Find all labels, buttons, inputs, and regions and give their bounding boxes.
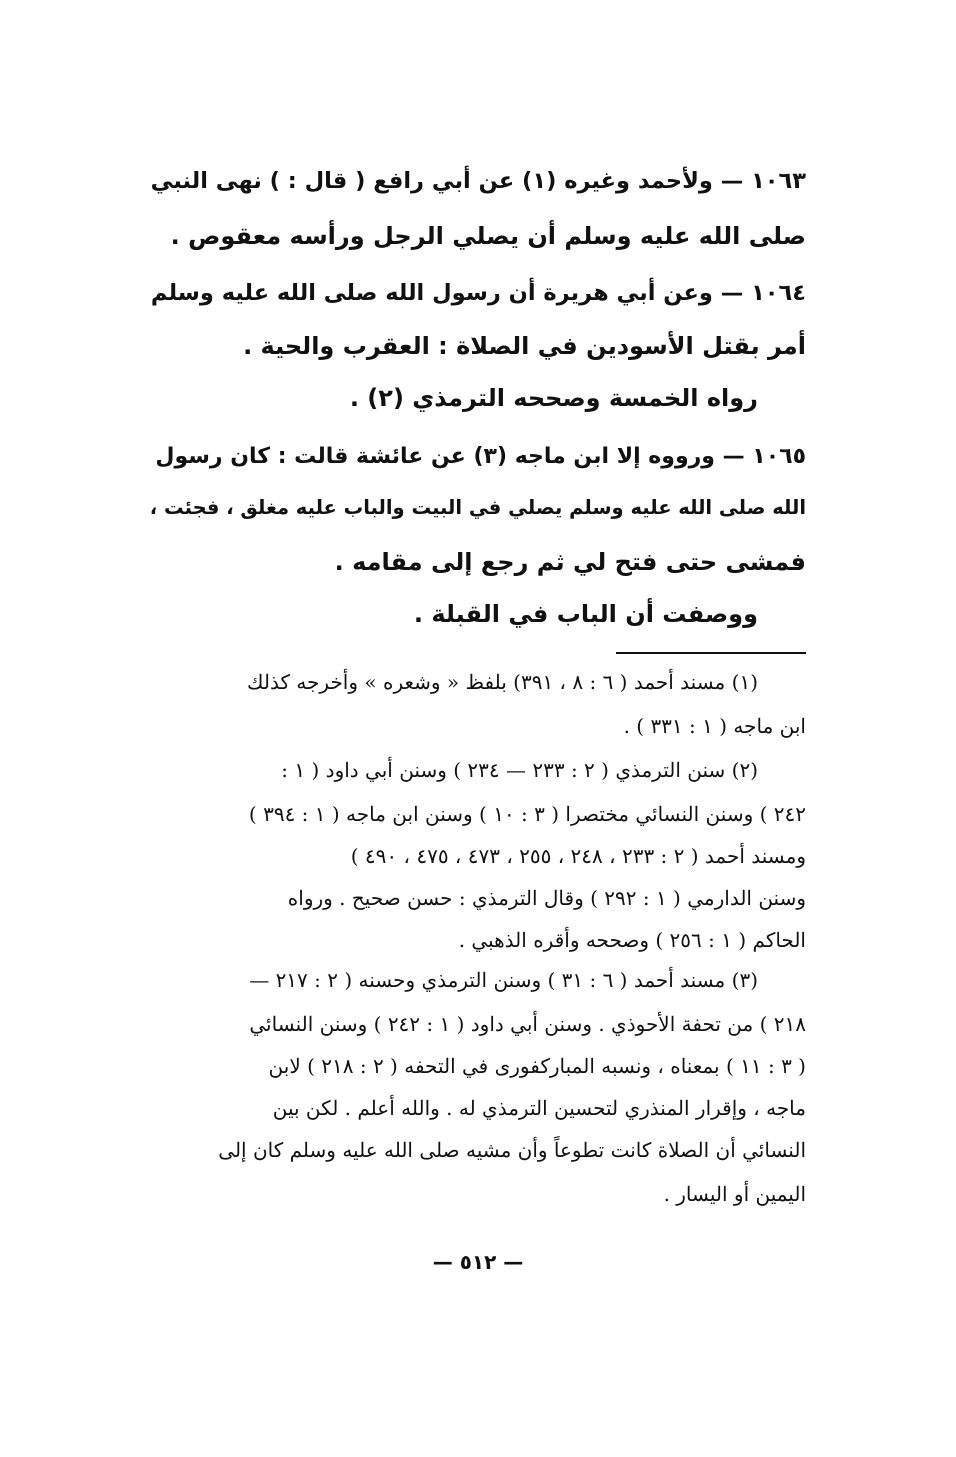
footnote-2-line-5: الحاكم ( ١ : ٢٥٦ ) وصححه وأقره الذهبي . <box>458 928 806 952</box>
footnote-2-line-4: وسنن الدارمي ( ١ : ٢٩٢ ) وقال الترمذي : حسن صحيح . ورواه <box>287 886 806 910</box>
footnote-2-line-3: ومسند أحمد ( ٢ : ٢٣٣ ، ٢٤٨ ، ٢٥٥ ، ٤٧٣ ، ٤٧٥ ، ٤٩٠ ) <box>350 844 806 868</box>
footnote-3-line-5: النسائي أن الصلاة كانت تطوعاً وأن مشيه صلى الله عليه وسلم كان إلى <box>218 1138 806 1162</box>
footnote-2-line-1: (٢) سنن الترمذي ( ٢ : ٢٣٣ — ٢٣٤ ) وسنن أبي داود ( ١ : <box>281 758 758 782</box>
footnote-2-line-2: ٢٤٢ ) وسنن النسائي مختصرا ( ٣ : ١٠ ) وسنن ابن ماجه ( ١ : ٣٩٤ ) <box>248 802 806 826</box>
hadith-1065-line-1: ١٠٦٥ — ورووه إلا ابن ماجه (٣) عن عائشة قالت : كان رسول <box>155 444 806 469</box>
hadith-1065-line-4: ووصفت أن الباب في القبلة . <box>413 600 758 628</box>
footnote-3-line-3: ( ٣ : ١١ ) بمعناه ، ونسبه المباركفورى في التحفه ( ٢ : ٢١٨ ) لابن <box>268 1054 806 1078</box>
footnote-1-line-1: (١) مسند أحمد ( ٦ : ٨ ، ٣٩١) بلفظ « وشعره » وأخرجه كذلك <box>247 670 758 694</box>
hadith-1064-line-2: أمر بقتل الأسودين في الصلاة : العقرب والحية . <box>243 332 806 360</box>
hadith-1064-line-1: ١٠٦٤ — وعن أبي هريرة أن رسول الله صلى الله عليه وسلم <box>150 280 806 306</box>
hadith-1065-line-2: الله صلى الله عليه وسلم يصلي في البيت والباب عليه مغلق ، فجئت ، <box>149 496 806 519</box>
hadith-1064-line-3: رواه الخمسة وصححه الترمذي (٢) . <box>349 384 758 412</box>
footnote-1-line-2: ابن ماجه ( ١ : ٣٣١ ) . <box>623 714 806 738</box>
footnote-3-line-6: اليمين أو اليسار . <box>663 1182 806 1206</box>
hadith-1063-line-2: صلى الله عليه وسلم أن يصلي الرجل ورأسه معقوص . <box>170 222 806 250</box>
page-number: — ٥١٢ — <box>432 1250 524 1274</box>
footnote-3-line-2: ٢١٨ ) من تحفة الأحوذي . وسنن أبي داود ( ١ : ٢٤٢ ) وسنن النسائي <box>249 1012 806 1036</box>
hadith-1065-line-3: فمشى حتى فتح لي ثم رجع إلى مقامه . <box>334 548 806 576</box>
footnote-3-line-4: ماجه ، وإقرار المنذري لتحسين الترمذي له . والله أعلم . لكن بين <box>272 1096 806 1120</box>
footnote-3-line-1: (٣) مسند أحمد ( ٦ : ٣١ ) وسنن الترمذي وحسنه ( ٢ : ٢١٧ — <box>249 968 758 992</box>
footnote-separator <box>616 652 806 654</box>
hadith-1063-line-1: ١٠٦٣ — ولأحمد وغيره (١) عن أبي رافع ( قال : ) نهى النبي <box>150 168 806 194</box>
